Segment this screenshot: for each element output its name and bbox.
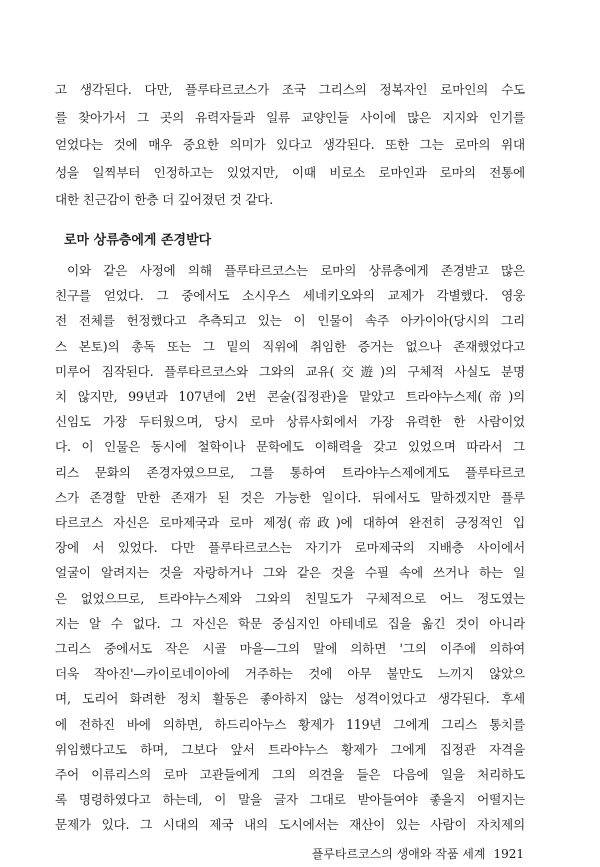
text-line: 미루어 짐작된다. 플루타르코스와 그와의 교유(交遊)의 구체적 사실도 분명: [55, 363, 525, 379]
text-line: 성을 일찍부터 인정하고는 있었지만, 이때 비로소 로마인과 로마의 전통에: [55, 164, 525, 180]
text-line: 치 않지만, 99년과 107년에 2번 콘술(집정관)을 맡았고 트라야누스제(帝)의: [55, 389, 525, 405]
text-line: 지는 알 수 없다. 그 자신은 학문 중심지인 아테네로 집을 옮긴 것이 아니라: [55, 615, 525, 631]
page-footer: [312, 845, 524, 862]
text-line: 위임했다고도 하며, 그보다 앞서 트라야누스 황제가 그에게 집정관 자격을: [55, 741, 525, 757]
text-line: 더욱 작아진'—카이로네이아에 거주하는 것에 아무 불만도 느끼지 않았으: [55, 666, 525, 682]
text-line: 장에 서 있었다. 다만 플루타르코스는 자기가 로마제국의 지배층 사이에서: [55, 540, 525, 556]
text-line: 에 전하진 바에 의하면, 하드리아누스 황제가 119년 그에게 그리스 통치를: [55, 716, 525, 732]
text-line: 록 명령하였다고 하는데, 이 말을 글자 그대로 받아들여야 좋을지 어떨지는: [55, 792, 525, 808]
text-line: 고 생각된다. 다만, 플루타르코스가 조국 그리스의 정복자인 로마인의 수도: [55, 82, 525, 97]
text-line: 이와 같은 사정에 의해 플루타르코스는 로마의 상류층에게 존경받고 많은: [67, 263, 525, 278]
text-line: 주어 이류리스의 로마 고관들에게 그의 의견을 들은 다음에 일을 처리하도: [55, 767, 525, 783]
page-number: 1921: [493, 847, 524, 861]
text-line: 신임도 가장 두터웠으며, 당시 로마 상류사회에서 가장 유력한 한 사람이었: [55, 414, 525, 430]
text-line: 문제가 있다. 그 시대의 제국 내의 도시에서는 재산이 있는 사람이 자치제의: [55, 817, 525, 833]
text-line: 얼굴이 알려지는 것을 자랑하거나 그와 같은 것을 수필 속에 쓰거나 하는 일: [55, 565, 525, 581]
paragraph-main: [55, 258, 525, 838]
text-line: 스가 존경할 만한 존재가 된 것은 가능한 일이다. 뒤에서도 말하겠지만 플루: [55, 489, 525, 505]
text-line: 그리스 중에서도 작은 시골 마을—그의 말에 의하면 '그의 이주에 의하여: [55, 641, 525, 657]
section-heading: 로마 상류층에게 존경받다: [64, 233, 212, 248]
text-line: 리스 문화의 존경자였으므로, 그를 통하여 트라야누스제에게도 플루타르코: [55, 464, 525, 480]
text-line: 며, 도리어 화려한 정치 활동은 좋아하지 않는 성격이었다고 생각된다. 후세: [55, 691, 525, 707]
paragraph-intro: [55, 76, 525, 214]
text-line: 다. 이 인물은 동시에 철학이나 문학에도 이해력을 갖고 있었으며 따라서 그: [55, 439, 525, 455]
text-line: 얻었다는 것에 매우 중요한 의미가 있다고 생각된다. 또한 그는 로마의 위대: [55, 137, 525, 153]
text-line: 타르코스 자신은 로마제국과 로마 제정(帝政)에 대하여 완전히 긍정적인 입: [55, 515, 525, 531]
text-line: 은 없었으므로, 트라야누스제와 그와의 친밀도가 구체적으로 어느 정도였는: [55, 590, 525, 606]
running-title: 플루타르코스의 생애와 작품 세계: [311, 847, 486, 861]
text-line: 를 찾아가서 그 곳의 유력자들과 일류 교양인들 사이에 많은 지지와 인기를: [55, 109, 525, 125]
text-line: 대한 친근감이 한층 더 깊어졌던 것 같다.: [55, 192, 274, 208]
text-line: 친구를 얻었다. 그 중에서도 소시우스 세네키오와의 교제가 각별했다. 영웅: [55, 288, 525, 304]
text-line: 스 본토)의 총독 또는 그 밑의 직위에 취임한 증거는 없으나 존재했었다고: [55, 338, 525, 354]
text-line: 전 전체를 헌정했다고 추측되고 있는 이 인물이 속주 아카이아(당시의 그리: [55, 313, 525, 329]
